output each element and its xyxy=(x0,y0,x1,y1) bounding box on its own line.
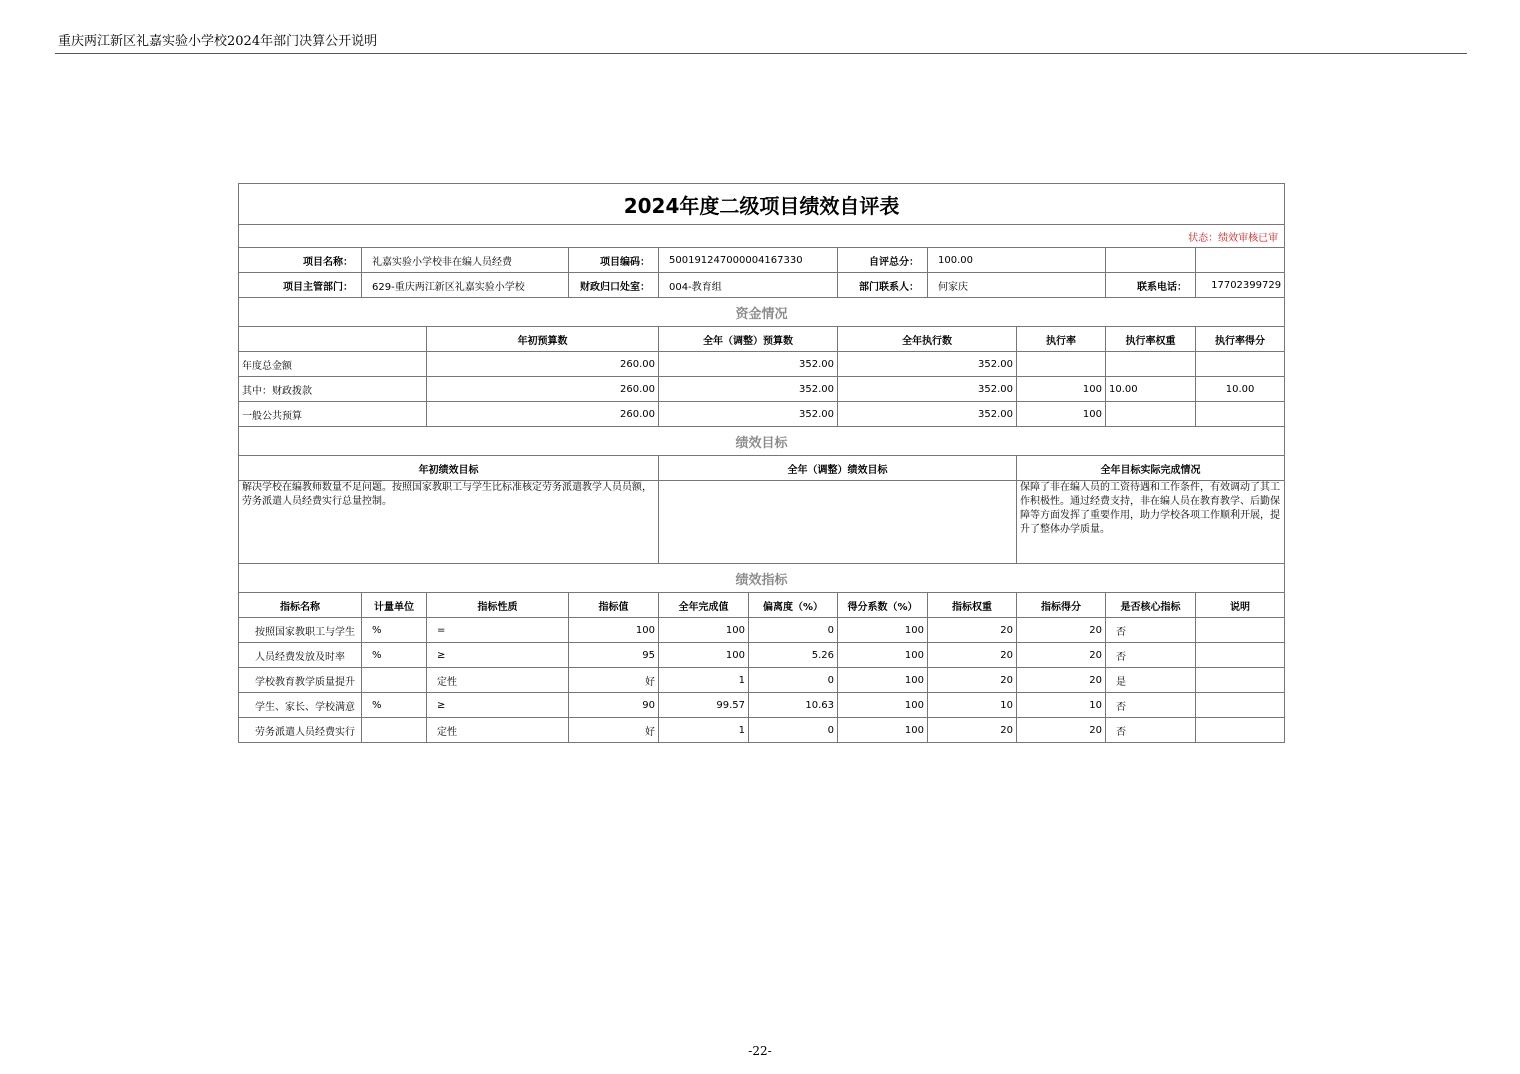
ind-unit: % xyxy=(362,643,427,668)
ind-note xyxy=(1196,718,1285,743)
ind-unit: % xyxy=(362,618,427,643)
page-number: -22- xyxy=(748,1044,772,1058)
ind-coef: 100 xyxy=(838,693,928,718)
funding-section-title: 资金情况 xyxy=(239,298,1285,327)
funding-header-weight: 执行率权重 xyxy=(1106,327,1196,352)
goals-content-row xyxy=(239,481,1285,564)
ind-header-target: 指标值 xyxy=(569,593,659,618)
funding-header-blank xyxy=(239,327,427,352)
phone-value: 17702399729 xyxy=(1196,273,1285,298)
funding-row xyxy=(239,352,1285,377)
ind-coef: 100 xyxy=(838,618,928,643)
indicators-header-row xyxy=(239,593,1285,618)
ind-actual: 100 xyxy=(659,643,749,668)
goals-header-row xyxy=(239,456,1285,481)
dept-label: 项目主管部门： xyxy=(239,273,362,298)
ind-score: 20 xyxy=(1017,643,1106,668)
funding-header-row xyxy=(239,327,1285,352)
ind-name: 劳务派遣人员经费实行 xyxy=(239,718,362,743)
ind-note xyxy=(1196,618,1285,643)
funding-row-initial: 260.00 xyxy=(427,402,659,427)
form-title: 2024年度二级项目绩效自评表 xyxy=(239,184,1285,225)
project-name-label: 项目名称： xyxy=(239,248,362,273)
ind-header-deviation: 偏离度（%） xyxy=(749,593,838,618)
goals-header-initial: 年初绩效目标 xyxy=(239,456,659,481)
ind-coef: 100 xyxy=(838,718,928,743)
funding-row-adjusted: 352.00 xyxy=(659,402,838,427)
empty-cell xyxy=(1196,248,1285,273)
indicator-row xyxy=(239,693,1285,718)
goals-section-title: 绩效目标 xyxy=(239,427,1285,456)
funding-header-rate: 执行率 xyxy=(1017,327,1106,352)
indicator-row xyxy=(239,718,1285,743)
dept-value: 629-重庆两江新区礼嘉实验小学校 xyxy=(362,273,569,298)
ind-nature: ≥ xyxy=(427,693,569,718)
ind-actual: 1 xyxy=(659,718,749,743)
ind-header-unit: 计量单位 xyxy=(362,593,427,618)
funding-row-weight xyxy=(1106,352,1196,377)
ind-core: 否 xyxy=(1106,643,1196,668)
self-score-label: 自评总分： xyxy=(838,248,928,273)
ind-target: 90 xyxy=(569,693,659,718)
ind-score: 10 xyxy=(1017,693,1106,718)
finance-value: 004-教育组 xyxy=(659,273,838,298)
funding-row-score: 10.00 xyxy=(1196,377,1285,402)
ind-actual: 99.57 xyxy=(659,693,749,718)
funding-row-name: 其中：财政拨款 xyxy=(239,377,427,402)
ind-deviation: 0 xyxy=(749,668,838,693)
funding-header-score: 执行率得分 xyxy=(1196,327,1285,352)
goal-initial-text: 解决学校在编教师数量不足问题。按照国家教职工与学生比标准核定劳务派遣教学人员员额，劳务派遣人员经费实行总量控制。 xyxy=(239,481,659,564)
ind-name: 学校教育教学质量提升 xyxy=(239,668,362,693)
goal-actual-text: 保障了非在编人员的工资待遇和工作条件，有效调动了其工作积极性。通过经费支持，非在编人员在教育教学、后勤保障等方面发挥了重要作用，助力学校各项工作顺利开展，提升了整体办学质量。 xyxy=(1017,481,1285,564)
ind-name: 学生、家长、学校满意 xyxy=(239,693,362,718)
ind-weight: 20 xyxy=(928,668,1017,693)
goal-adjusted-text xyxy=(659,481,1017,564)
funding-row xyxy=(239,377,1285,402)
ind-core: 否 xyxy=(1106,718,1196,743)
ind-header-coef: 得分系数（%） xyxy=(838,593,928,618)
ind-nature: 定性 xyxy=(427,718,569,743)
funding-row-adjusted: 352.00 xyxy=(659,352,838,377)
empty-cell xyxy=(1106,248,1196,273)
ind-weight: 20 xyxy=(928,618,1017,643)
ind-deviation: 0 xyxy=(749,618,838,643)
ind-deviation: 10.63 xyxy=(749,693,838,718)
ind-note xyxy=(1196,693,1285,718)
ind-deviation: 5.26 xyxy=(749,643,838,668)
ind-note xyxy=(1196,668,1285,693)
funding-header-executed: 全年执行数 xyxy=(838,327,1017,352)
project-name-value: 礼嘉实验小学校非在编人员经费 xyxy=(362,248,569,273)
funding-row-name: 一般公共预算 xyxy=(239,402,427,427)
funding-row-initial: 260.00 xyxy=(427,377,659,402)
funding-row-score xyxy=(1196,402,1285,427)
funding-header-initial: 年初预算数 xyxy=(427,327,659,352)
ind-target: 好 xyxy=(569,668,659,693)
ind-target: 95 xyxy=(569,643,659,668)
header-rule xyxy=(55,53,1467,54)
ind-coef: 100 xyxy=(838,643,928,668)
ind-weight: 20 xyxy=(928,643,1017,668)
ind-header-actual: 全年完成值 xyxy=(659,593,749,618)
ind-actual: 100 xyxy=(659,618,749,643)
ind-header-note: 说明 xyxy=(1196,593,1285,618)
indicator-row xyxy=(239,668,1285,693)
funding-row-rate: 100 xyxy=(1017,402,1106,427)
info-row-2 xyxy=(239,273,1285,298)
ind-score: 20 xyxy=(1017,618,1106,643)
ind-score: 20 xyxy=(1017,718,1106,743)
ind-unit xyxy=(362,718,427,743)
ind-target: 好 xyxy=(569,718,659,743)
contact-label: 部门联系人： xyxy=(838,273,928,298)
ind-deviation: 0 xyxy=(749,718,838,743)
ind-header-weight: 指标权重 xyxy=(928,593,1017,618)
indicator-row xyxy=(239,643,1285,668)
funding-row-executed: 352.00 xyxy=(838,377,1017,402)
funding-row xyxy=(239,402,1285,427)
ind-target: 100 xyxy=(569,618,659,643)
ind-unit: % xyxy=(362,693,427,718)
ind-actual: 1 xyxy=(659,668,749,693)
project-code-label: 项目编码： xyxy=(569,248,659,273)
ind-weight: 20 xyxy=(928,718,1017,743)
phone-label: 联系电话： xyxy=(1106,273,1196,298)
ind-coef: 100 xyxy=(838,668,928,693)
funding-row-weight: 10.00 xyxy=(1106,377,1196,402)
ind-header-name: 指标名称 xyxy=(239,593,362,618)
funding-row-rate: 100 xyxy=(1017,377,1106,402)
goals-header-actual: 全年目标实际完成情况 xyxy=(1017,456,1285,481)
ind-note xyxy=(1196,643,1285,668)
funding-row-weight xyxy=(1106,402,1196,427)
indicators-section-title: 绩效指标 xyxy=(239,564,1285,593)
status-badge: 状态：绩效审核已审 xyxy=(239,225,1285,248)
finance-label: 财政归口处室： xyxy=(569,273,659,298)
ind-nature: ≥ xyxy=(427,643,569,668)
info-row-1 xyxy=(239,248,1285,273)
funding-row-score xyxy=(1196,352,1285,377)
ind-unit xyxy=(362,668,427,693)
ind-name: 人员经费发放及时率 xyxy=(239,643,362,668)
indicator-row xyxy=(239,618,1285,643)
project-code-value: 500191247000004167330 xyxy=(659,248,838,273)
self-score-value: 100.00 xyxy=(928,248,1106,273)
ind-nature: = xyxy=(427,618,569,643)
ind-header-nature: 指标性质 xyxy=(427,593,569,618)
ind-core: 否 xyxy=(1106,618,1196,643)
contact-value: 何家庆 xyxy=(928,273,1106,298)
funding-row-executed: 352.00 xyxy=(838,352,1017,377)
funding-row-initial: 260.00 xyxy=(427,352,659,377)
funding-row-name: 年度总金额 xyxy=(239,352,427,377)
goals-header-adjusted: 全年（调整）绩效目标 xyxy=(659,456,1017,481)
funding-row-rate xyxy=(1017,352,1106,377)
ind-core: 否 xyxy=(1106,693,1196,718)
ind-weight: 10 xyxy=(928,693,1017,718)
funding-header-adjusted: 全年（调整）预算数 xyxy=(659,327,838,352)
ind-header-core: 是否核心指标 xyxy=(1106,593,1196,618)
funding-row-adjusted: 352.00 xyxy=(659,377,838,402)
funding-row-executed: 352.00 xyxy=(838,402,1017,427)
ind-core: 是 xyxy=(1106,668,1196,693)
ind-name: 按照国家教职工与学生 xyxy=(239,618,362,643)
ind-header-score: 指标得分 xyxy=(1017,593,1106,618)
performance-evaluation-table xyxy=(238,183,1285,743)
page-header-title: 重庆两江新区礼嘉实验小学校2024年部门决算公开说明 xyxy=(58,34,378,49)
ind-score: 20 xyxy=(1017,668,1106,693)
ind-nature: 定性 xyxy=(427,668,569,693)
